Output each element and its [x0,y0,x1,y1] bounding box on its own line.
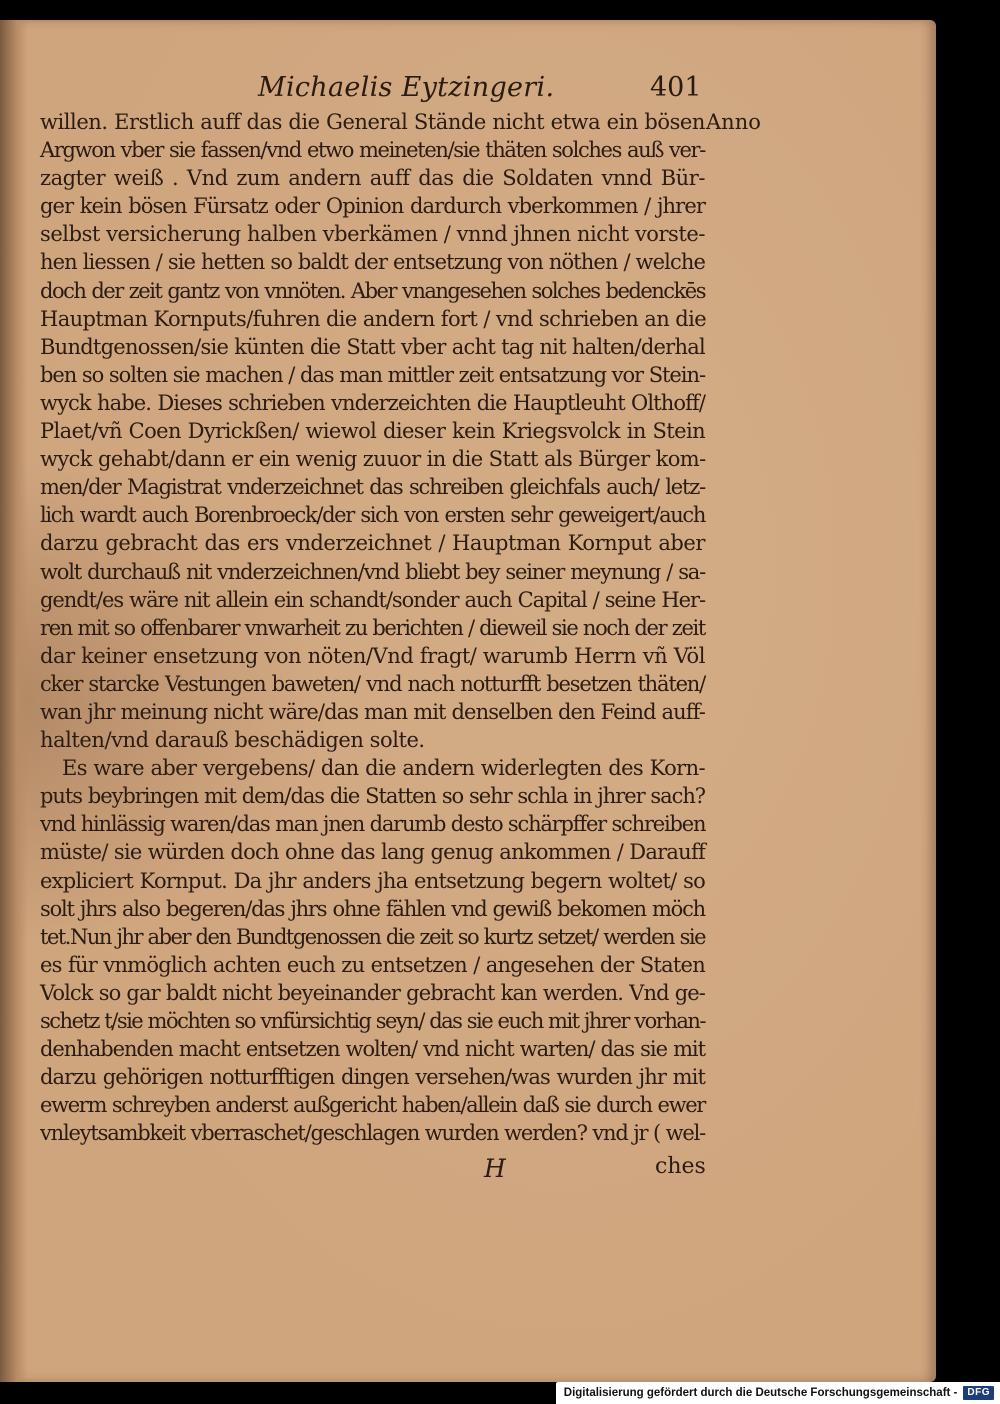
page-footer [0,1150,936,1186]
text-line: ben so solten sie machen / das man mittler zeit entsatzung vor Stein- [40,362,705,387]
page-number: 401 [650,72,702,103]
text-line: Hauptman Kornputs/fuhren die andern fort / vnd schrieben an die [40,306,707,331]
text-line: selbst versicherung halben vberkämen / vnnd jhnen nicht vorste- [40,222,705,247]
text-line: vnleytsambkeit vberraschet/geschlagen wurden werden? vnd jr ( wel- [40,1121,705,1146]
text-line: schetz t/sie möchten so vnfürsichtig seyn/ das sie euch mit jhrer vorhan- [40,1009,705,1033]
credit-text: Digitalisierung gefördert durch die Deutsche Forschungsgemeinschaft - [563,1387,958,1399]
text-line: expliciert Kornput. Da jhr anders jha entsetzung begern woltet/ so [40,868,705,893]
text-line: ewerm schreyben anderst außgericht haben/allein daß sie durch ewer [40,1093,705,1118]
text-line: ger kein bösen Fürsatz oder Opinion dardurch vberkommen / jhrer [40,194,705,219]
text-line: wan jhr meinung nicht wäre/das man mit denselben den Feind auff- [40,699,705,724]
text-line: halten/vnd darauß beschädigen solte. [40,728,425,753]
text-line: ren mit so offenbarer vnwarheit zu berichten / dieweil sie noch der zeit [40,615,705,640]
text-line: wyck habe. Dieses schrieben vnderzeichten die Hauptleuht Olthoff/ [40,390,705,415]
body-text [40,108,705,1147]
text-line: dar keiner ensetzung von nöten/Vnd fragt/ warumb Herrn vñ Völ [40,643,705,668]
page-header [0,68,936,104]
text-line: Volck so gar baldt nicht beyeinander gebracht kan werden. Vnd ge- [40,980,705,1005]
text-line: zagter weiß . Vnd zum andern auff das die Soldaten vnnd Bür- [40,166,705,191]
margin-note: Anno [706,110,761,134]
dfg-logo: DFG [963,1386,994,1400]
text-line: puts beybringen mit dem/das die Statten so sehr schla in jhrer sach? [40,784,705,809]
catchword: ches [655,1154,706,1179]
text-line: willen. Erstlich auff das die General Stände nicht etwa ein bösen [40,110,705,134]
text-line: wyck gehabt/dann er ein wenig zuuor in die Statt als Bürger kom- [40,447,706,472]
text-line: cker starcke Vestungen baweten/ vnd nach notturfft besetzen thäten/ [40,671,705,696]
running-title: Michaelis Eytzingeri. [258,72,555,103]
text-line: müste/ sie würden doch ohne das lang genug ankommen / Darauff [40,840,705,865]
text-line: solt jhrs also begeren/das jhrs ohne fählen vnd gewiß bekomen möch [40,896,705,921]
text-line: lich wardt auch Borenbroeck/der sich von ersten sehr geweigert/auch [40,503,705,528]
text-line: Argwon vber sie fassen/vnd etwo meineten/sie thäten solches auß ver- [40,138,705,163]
text-line: men/der Magistrat vnderzeichnet das schreiben gleichfals auch/ letz- [40,475,705,500]
credit-bar [556,1382,1000,1404]
text-line: tet.Nun jhr aber den Bundtgenossen die zeit so kurtz setzet/ werden sie [40,924,705,949]
text-line: Es ware aber vergebens/ dan die andern widerlegten des Korn- [62,756,705,781]
text-line: doch der zeit gantz von vnnöten. Aber vnangesehen solches bedenckēs [40,278,705,303]
text-line: gendt/es wäre nit allein ein schandt/sonder auch Capital / seine Her- [40,587,705,612]
text-line: Plaet/vñ Coen Dyrickßen/ wiewol dieser kein Kriegsvolck in Stein [40,419,705,444]
text-line: vnd hinlässig waren/das man jnen darumb desto schärpffer schreiben [40,812,706,837]
text-line: darzu gebracht das ers vnderzeichnet / Hauptman Kornput aber [40,531,705,556]
text-line: darzu gehörigen notturfftigen dingen versehen/was wurden jhr mit [40,1065,705,1090]
signature-mark: H [484,1154,506,1183]
text-line: Bundtgenossen/sie künten die Statt vber acht tag nit halten/derhal [40,334,705,359]
text-line: hen liessen / sie hetten so baldt der entsetzung von nöthen / welche [40,250,705,275]
text-line: denhabenden macht entsetzen wolten/ vnd nicht warten/ das sie mit [40,1037,705,1062]
text-line: wolt durchauß nit vnderzeichnen/vnd bliebt bey seiner meynung / sa- [40,559,705,584]
text-line: es für vnmöglich achten euch zu entsetzen / angesehen der Staten [40,952,705,977]
